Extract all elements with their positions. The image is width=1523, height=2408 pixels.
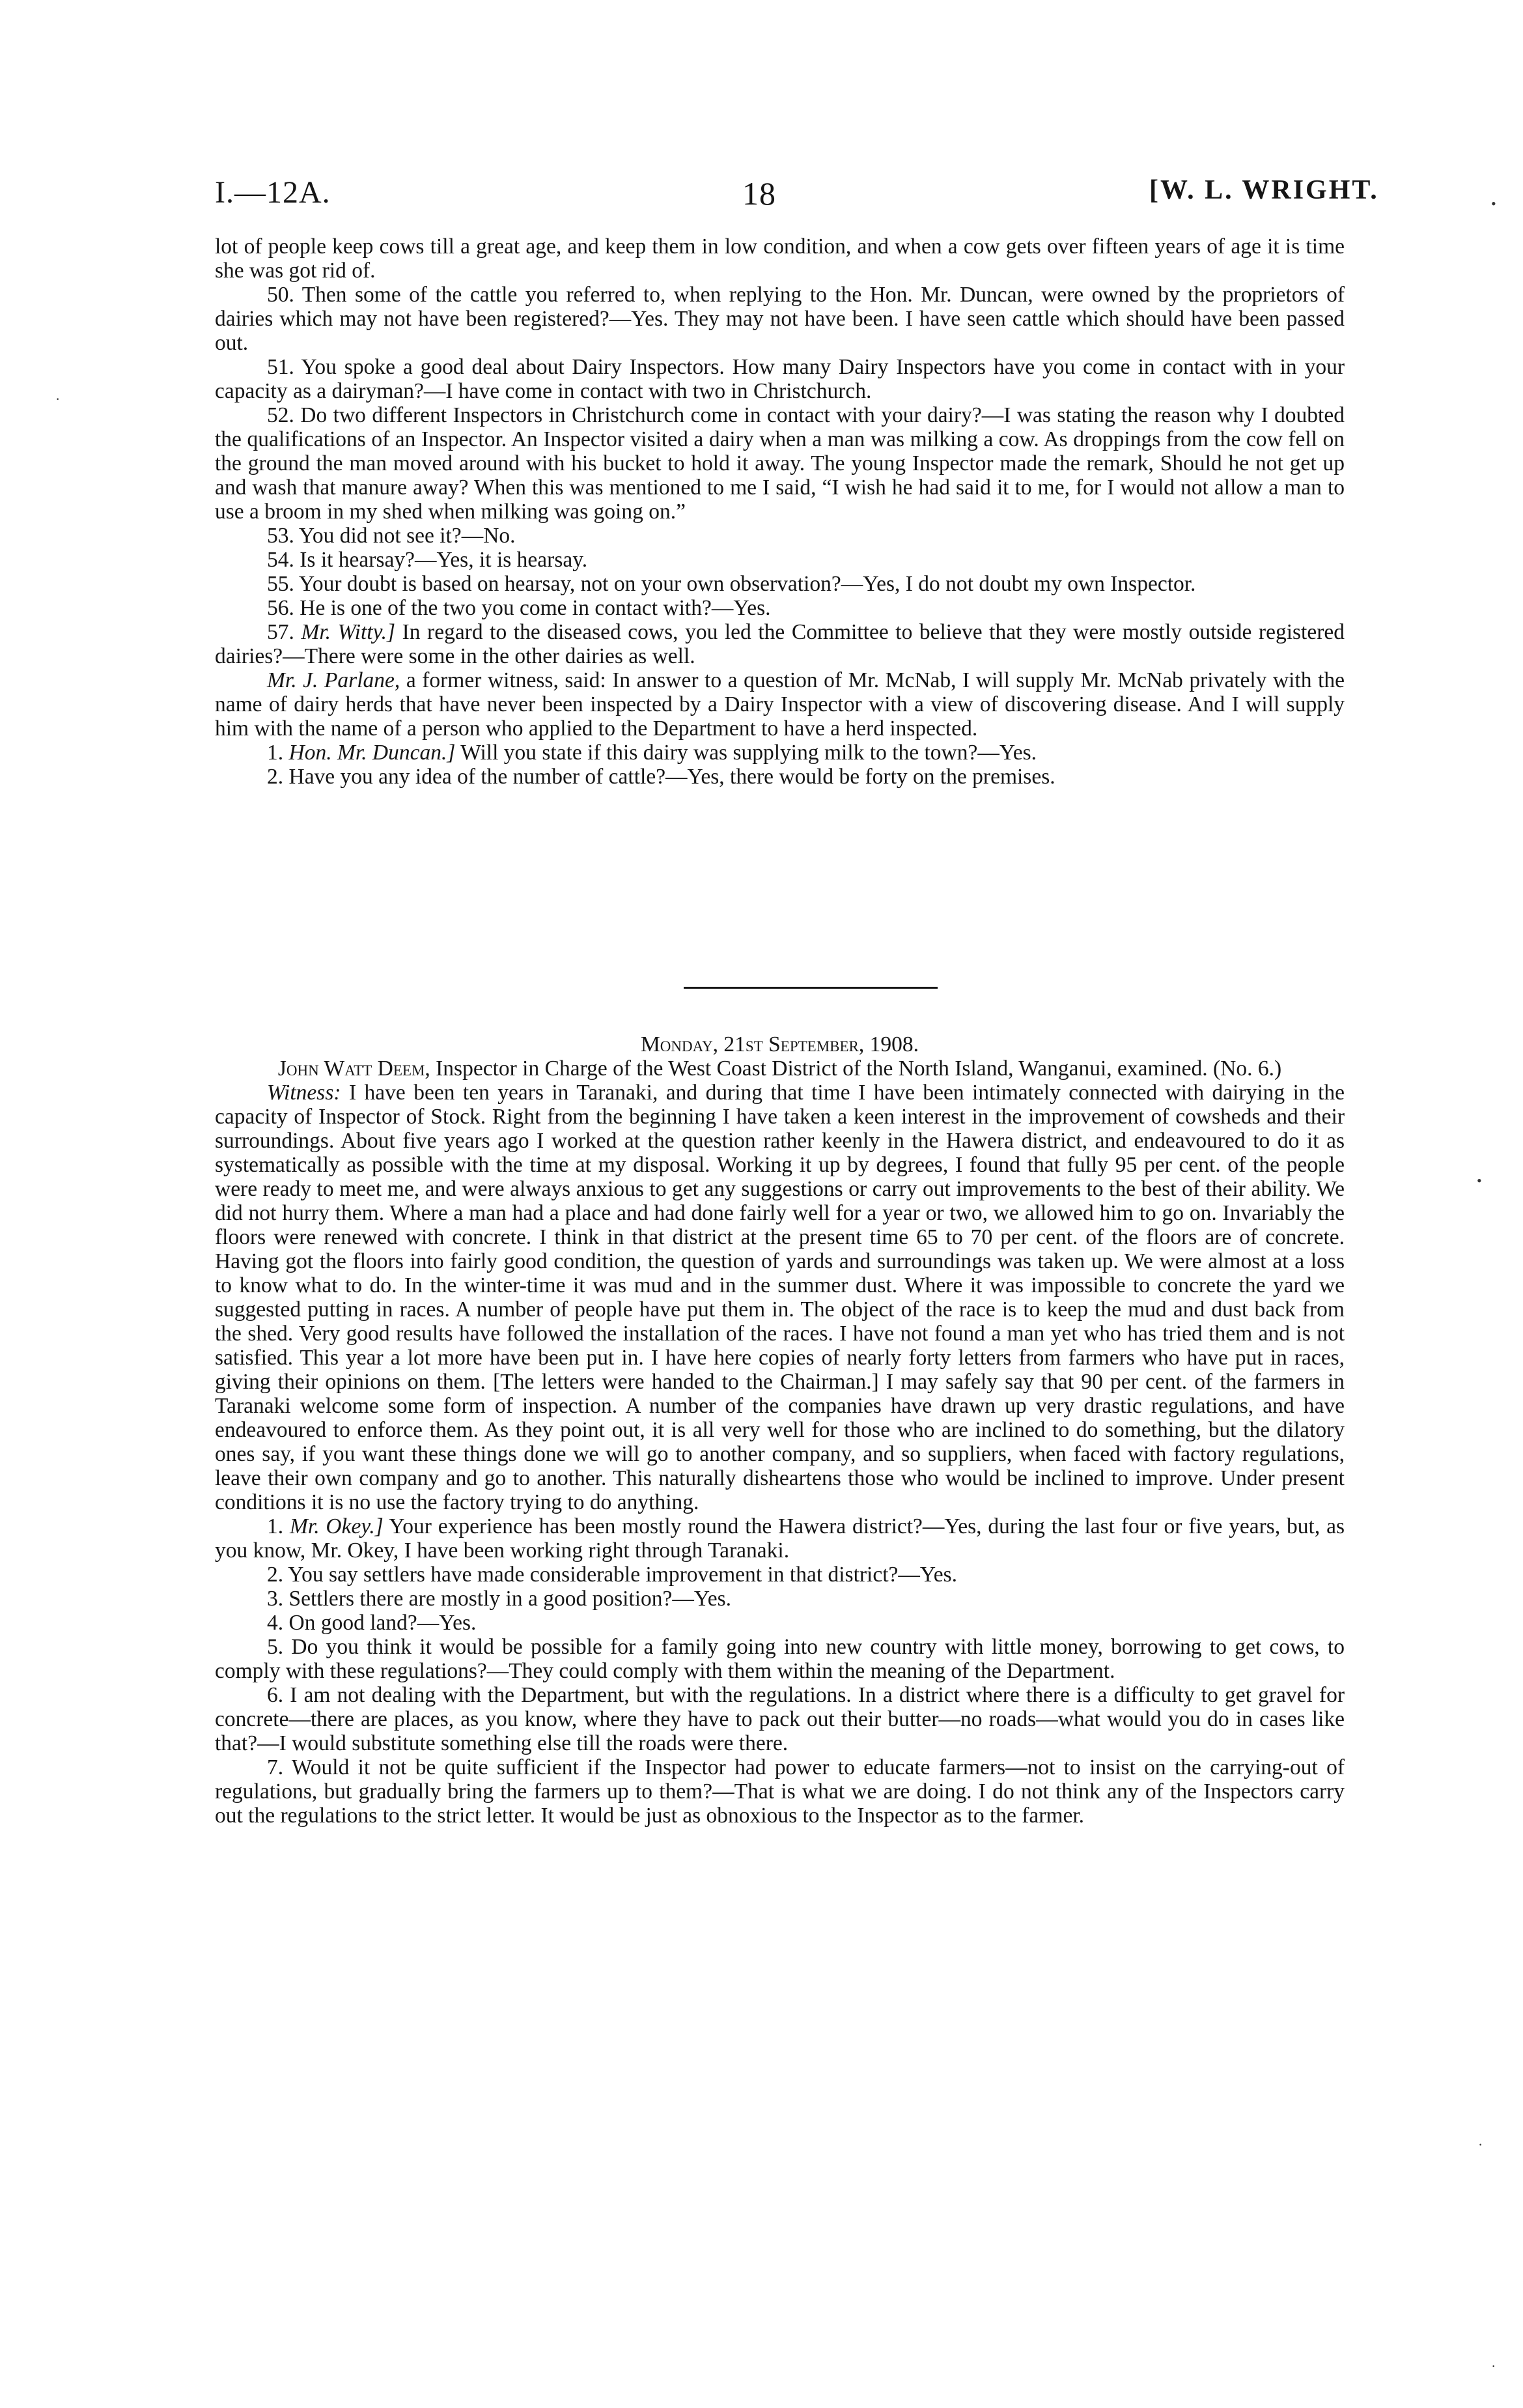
section-date: Monday, 21st September, 1908. [640,1032,919,1056]
testimony-part-1 [215,234,1345,789]
section-divider [684,987,938,989]
question-3: 3. Settlers there are mostly in a good position?—Yes. [267,1587,732,1611]
parlane-text: a former witness, said: In answer to a question of Mr. McNab, I will supply Mr. McNab privately with the name of dairy herds that have never been inspected by a Dairy Inspector with a view of discovering disease. And I will supply him with the name of a person who applied to the Department to have a herd inspected. [215,668,1345,741]
question-6: 6. I am not dealing with the Department, but with the regulations. In a district where there is a difficulty to get gravel for concrete—there are places, as you know, where they have to pack out their butter—no roads—what would you do in cases like that?—I would substitute something else till the roads were there. [215,1683,1345,1755]
okey-speaker: Mr. Okey.] [289,1514,384,1538]
question-4: 4. On good land?—Yes. [267,1611,477,1635]
question-53: 53. You did not see it?—No. [267,524,516,548]
page-number: 18 [742,175,776,212]
q1-speaker: Hon. Mr. Duncan.] [288,741,456,765]
parlane-name: Mr. J. Parlane, [267,668,400,692]
question-7: 7. Would it not be quite sufficient if the Inspector had power to educate farmers—not to insist on the carrying-out of regulations, but gradually bring the farmers up to them?—That is what we are doing. I do not think any of the Inspectors carry out the regulations to the strict letter. It would be just as obnoxious to the Inspector as to the farmer. [215,1755,1345,1828]
parlane-statement [215,668,1345,741]
question-54: 54. Is it hearsay?—Yes, it is hearsay. [267,548,588,572]
q57-text: In regard to the diseased cows, you led the Committee to believe that they were mostly outside registered dairies?—There were some in the other dairies as well. [215,620,1345,668]
witness-title [215,1056,1345,1081]
scan-speck: · [55,391,61,407]
scan-speck: · [1491,2358,1496,2374]
question-2-cattle: 2. Have you any idea of the number of cattle?—Yes, there would be forty on the premises. [267,765,1055,789]
statement-label: Witness: [267,1081,341,1105]
question-1-duncan [215,741,1345,765]
statement-text: I have been ten years in Taranaki, and during that time I have been intimately connected with dairying in the capacity of Inspector of Stock. Right from the beginning I have taken a keen interest in the improvement of cowsheds and their surroundings. About five years ago I worked at the question rather keenly in the Hawera district, and endeavoured to do it as systematically as possible with the time at my disposal. Working it up by degrees, I found that fully 95 per cent. of the people were ready to meet me, and were always anxious to get any suggestions or carry out improvements to the best of their ability. We did not hurry them. Where a man had a place and had done fairly well for a year or two, we allowed him to go on. Invariably the floors were renewed with concrete. I think in that district at the present time 65 to 70 per cent. of the floors are of concrete. Having got the floors into fairly good condition, the question of yards and surroundings was taken up. We were almost at a loss to know what to do. In the winter-time it was mud and in the summer dust. Where it was impossible to concrete the yard we suggested putting in races. A number of people have put them in. The object of the race is to keep the mud and dust back from the shed. Very good results have followed the installation of the races. I have not found a man yet who has tried them and is not satisfied. This year a lot more have been put in. I have here copies of nearly forty letters from farmers who have put in races, giving their opinions on them. [The letters were handed to the Chairman.] I may safely say that 90 per cent. of the farmers in Taranaki welcome some form of inspection. A number of the companies have drawn up very drastic regulations, and have endeavoured to enforce them. As they point out, it is all very well for those who are inclined to do something, but the dilatory ones say, if you want these things done we will go to another company, and so suppliers, when faced with factory regulations, leave their own company and go to another. This naturally disheartens those who would be inclined to improve. Under present conditions it is no use the factory trying to do anything. [215,1081,1345,1514]
testimony-part-2 [215,1032,1345,1828]
q1-number: 1. [267,741,284,765]
witness-desc: Inspector in Charge of the West Coast District of the North Island, Wanganui, examined. (No. 6.) [436,1056,1282,1081]
question-50: 50. Then some of the cattle you referred to, when replying to the Hon. Mr. Duncan, were owned by the proprietors of dairies which may not have been registered?—Yes. They may not have been. I have seen cattle which should have been passed out. [215,283,1345,355]
witness-statement [215,1081,1345,1514]
okey-q-number: 1. [267,1514,284,1538]
question-57 [215,620,1345,668]
page-ref-left: I.—12A. [215,175,331,210]
q57-number: 57. [267,620,294,644]
question-5: 5. Do you think it would be possible for a family going into new country with little money, borrowing to get cows, to comply with these regulations?—They could comply with them within the meaning of the Department. [215,1635,1345,1683]
q57-speaker: Mr. Witty.] [301,620,396,644]
question-51: 51. You spoke a good deal about Dairy Inspectors. How many Dairy Inspectors have you come in contact with in your capacity as a dairyman?—I have come in contact with two in Christchurch. [215,355,1345,403]
okey-q-text: Your experience has been mostly round the Hawera district?—Yes, during the last four or five years, but, as you know, Mr. Okey, I have been working right through Taranaki. [215,1514,1345,1563]
q1-text: Will you state if this dairy was supplying milk to the town?—Yes. [460,741,1037,765]
question-56: 56. He is one of the two you come in contact with?—Yes. [267,596,771,620]
witness-name: John Watt Deem, [277,1056,430,1081]
paragraph: lot of people keep cows till a great age, and keep them in low condition, and when a cow gets over fifteen years of age it is time she was got rid of. [215,234,1345,283]
question-2: 2. You say settlers have made considerable improvement in that district?—Yes. [267,1563,958,1587]
question-55: 55. Your doubt is based on hearsay, not on your own observation?—Yes, I do not doubt my own Inspector. [267,572,1196,596]
scan-speck: • [1491,195,1496,212]
scan-speck: • [1477,1172,1482,1189]
question-52: 52. Do two different Inspectors in Christchurch come in contact with your dairy?—I was stating the reason why I doubted the qualifications of an Inspector. An Inspector visited a dairy when a man was milking a cow. As droppings from the cow fell on the ground the man moved around with his bucket to hold it away. The young Inspector made the remark, Should he not get up and wash that manure away? When this was mentioned to me I said, “I wish he had said it to me, for I would not allow a man to use a broom in my shed when milking was going on.” [215,403,1345,524]
page-ref-right: [W. L. WRIGHT. [1149,175,1379,205]
scan-speck: · [1478,2136,1483,2153]
question-1-okey [215,1514,1345,1563]
